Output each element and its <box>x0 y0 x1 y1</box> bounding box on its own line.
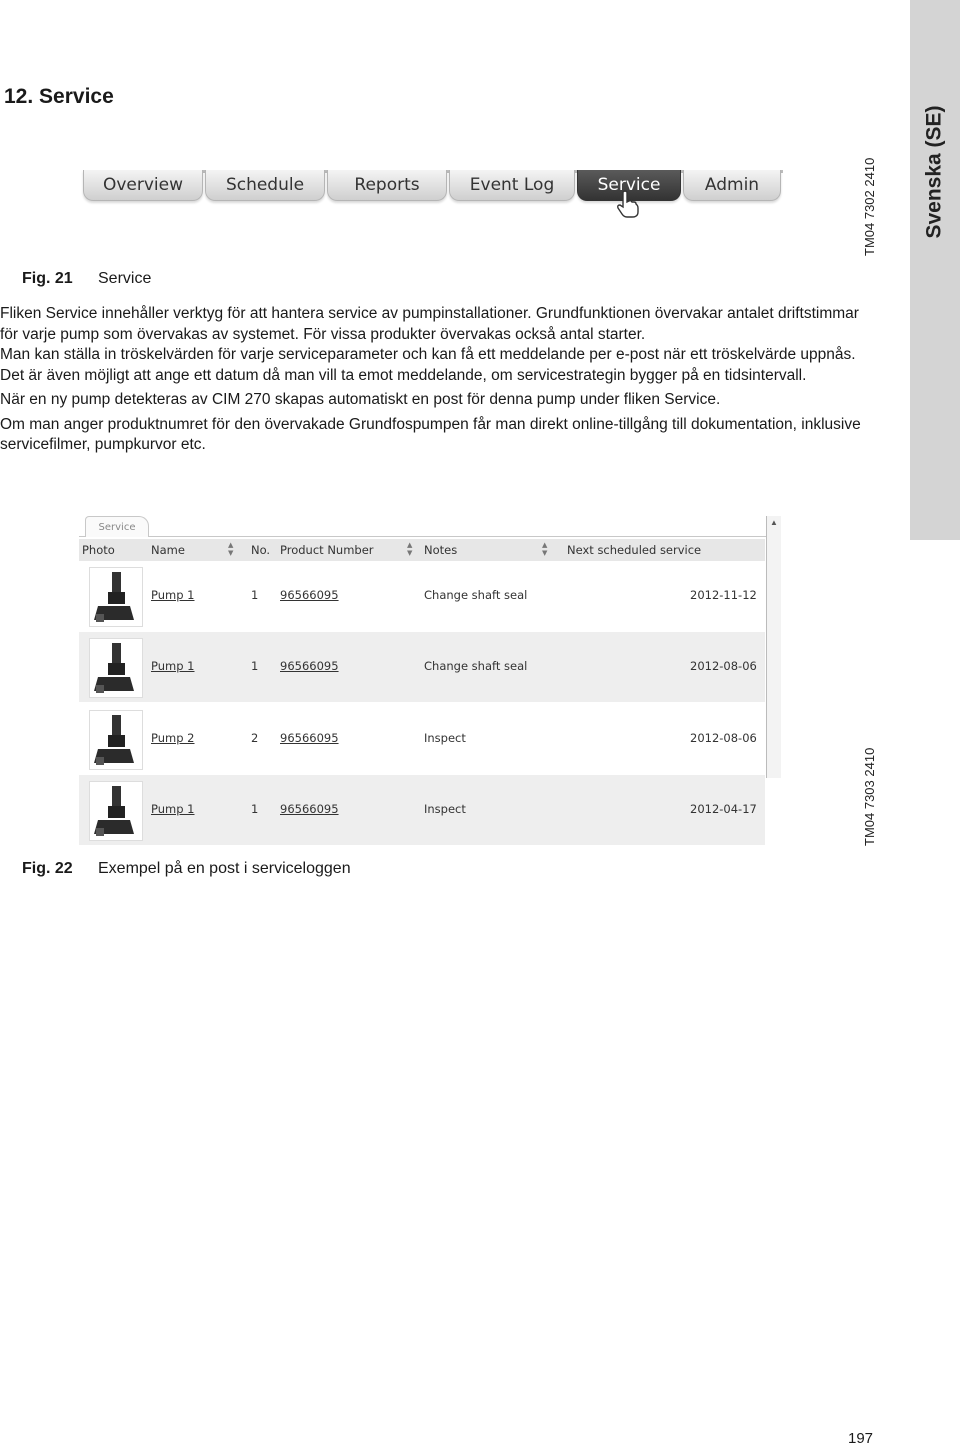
col-name[interactable]: Name <box>151 543 185 557</box>
tab-service[interactable]: Service <box>577 170 681 201</box>
pump-photo <box>89 781 143 841</box>
service-note: Inspect <box>424 802 466 816</box>
pump-no: 2 <box>251 731 259 745</box>
scrollbar[interactable] <box>766 516 781 778</box>
next-service-date: 2012-11-12 <box>690 588 757 602</box>
pump-photo <box>89 710 143 770</box>
pump-photo <box>89 638 143 698</box>
tab-overview[interactable]: Overview <box>83 170 203 201</box>
paragraph-1: Fliken Service innehåller verktyg för att hantera service av pumpinstallationer. Grundfunktionen övervakar antalet driftstimmar för varje pump som övervakas av systemet. För vissa produkter övervakas också antal starter. <box>0 305 859 343</box>
col-notes[interactable]: Notes <box>424 543 458 557</box>
service-note: Change shaft seal <box>424 588 528 602</box>
tab-admin[interactable]: Admin <box>683 170 781 201</box>
table-row[interactable] <box>79 775 765 845</box>
paragraph-2: Man kan ställa in tröskelvärden för varje serviceparameter och kan få ett meddelande per e-post när ett tröskelvärde uppnås. Det är även möjligt att ange ett datum då man vill ta emot meddelande, om servicestrategin bygger på en tidsintervall. <box>0 346 856 384</box>
sort-product-icon[interactable]: ▲ ▼ <box>407 541 413 557</box>
tab-reports[interactable]: Reports <box>327 170 447 201</box>
body-text <box>0 304 880 456</box>
col-no[interactable]: No. <box>251 543 271 557</box>
col-photo[interactable]: Photo <box>82 543 115 557</box>
next-service-date: 2012-08-06 <box>690 731 757 745</box>
pump-no: 1 <box>251 659 259 673</box>
section-title: 12. Service <box>4 85 114 108</box>
pump-name-link[interactable]: Pump 1 <box>151 802 195 816</box>
pump-image-icon <box>90 568 142 626</box>
service-log-screenshot <box>79 514 781 846</box>
table-row[interactable] <box>79 561 765 631</box>
pump-no: 1 <box>251 588 259 602</box>
pump-name-link[interactable]: Pump 1 <box>151 659 195 673</box>
col-next-service[interactable]: Next scheduled service <box>567 543 702 557</box>
pump-photo <box>89 567 143 627</box>
page-number: 197 <box>848 1430 874 1447</box>
fig21-caption-text: Service <box>98 270 152 287</box>
product-number-link[interactable]: 96566095 <box>280 588 339 602</box>
pump-image-icon <box>90 711 142 769</box>
service-log-tab[interactable]: Service <box>85 516 149 537</box>
scroll-up-icon[interactable]: ▲ <box>770 518 778 527</box>
fig22-caption <box>22 860 351 878</box>
sort-notes-icon[interactable]: ▲ ▼ <box>542 541 548 557</box>
paragraph-4: Om man anger produktnumret för den övervakade Grundfospumpen får man direkt online-tillgång till dokumentation, inklusive servicefilmer, pumpkurvor etc. <box>0 415 861 453</box>
hand-pointer-icon <box>615 190 639 218</box>
tab-event-log[interactable]: Event Log <box>449 170 575 201</box>
fig21-navbar <box>83 170 783 204</box>
pump-no: 1 <box>251 802 259 816</box>
fig21-caption-number: Fig. 21 <box>22 270 73 287</box>
pump-image-icon <box>90 782 142 840</box>
tab-schedule[interactable]: Schedule <box>205 170 325 201</box>
language-label: Svenska (SE) <box>923 105 947 239</box>
fig22-code: TM04 7303 2410 <box>862 747 877 846</box>
service-note: Inspect <box>424 731 466 745</box>
language-side-tab <box>910 0 960 540</box>
table-row[interactable] <box>79 632 765 702</box>
next-service-date: 2012-04-17 <box>690 802 757 816</box>
next-service-date: 2012-08-06 <box>690 659 757 673</box>
fig21-caption <box>22 270 151 288</box>
sort-name-icon[interactable]: ▲ ▼ <box>228 541 234 557</box>
pump-name-link[interactable]: Pump 1 <box>151 588 195 602</box>
pump-image-icon <box>90 639 142 697</box>
product-number-link[interactable]: 96566095 <box>280 659 339 673</box>
col-product-number[interactable]: Product Number <box>280 543 374 557</box>
product-number-link[interactable]: 96566095 <box>280 731 339 745</box>
table-header <box>79 539 765 561</box>
pump-name-link[interactable]: Pump 2 <box>151 731 195 745</box>
fig22-caption-number: Fig. 22 <box>22 860 73 877</box>
product-number-link[interactable]: 96566095 <box>280 802 339 816</box>
fig22-caption-text: Exempel på en post i serviceloggen <box>98 860 351 877</box>
service-note: Change shaft seal <box>424 659 528 673</box>
table-row[interactable] <box>79 704 765 774</box>
paragraph-3: När en ny pump detekteras av CIM 270 skapas automatiskt en post för denna pump under fliken Service. <box>0 391 721 408</box>
fig21-code: TM04 7302 2410 <box>862 157 877 256</box>
